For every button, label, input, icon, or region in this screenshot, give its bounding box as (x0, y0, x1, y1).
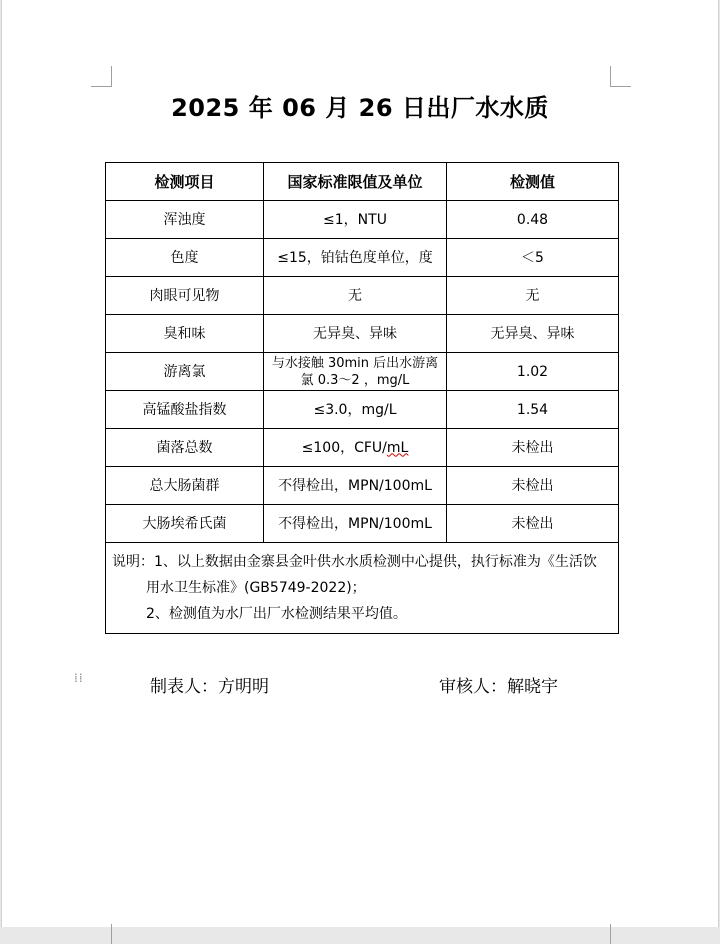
row-value[interactable]: 未检出 (447, 505, 619, 543)
note-line-1-continued: 用水卫生标准》(GB5749-2022)； (146, 580, 366, 596)
limit-prefix: ≤100，CFU/ (301, 439, 387, 456)
row-value[interactable]: 无 (447, 277, 619, 315)
row-limit[interactable]: 无 (264, 277, 447, 315)
row-item[interactable]: 游离氯 (106, 353, 264, 391)
document-title[interactable]: 2025 年 06 月 26 日出厂水水质 (171, 94, 549, 122)
note-line-2: 2、检测值为水厂出厂水检测结果平均值。 (146, 606, 407, 622)
row-value[interactable]: 无异臭、异味 (447, 315, 619, 353)
row-item[interactable]: 肉眼可见物 (106, 277, 264, 315)
row-item[interactable]: 大肠埃希氏菌 (106, 505, 264, 543)
table-row (106, 505, 619, 543)
table-note[interactable] (106, 543, 619, 634)
row-item[interactable]: 浑浊度 (106, 201, 264, 239)
row-item[interactable]: 菌落总数 (106, 429, 264, 467)
preparer-signature[interactable]: 制表人：方明明 (150, 677, 269, 697)
row-value[interactable]: 未检出 (447, 467, 619, 505)
row-limit[interactable]: 不得检出，MPN/100mL (264, 467, 447, 505)
table-row (106, 467, 619, 505)
water-quality-table[interactable] (105, 162, 619, 634)
row-limit[interactable]: 无异臭、异味 (264, 315, 447, 353)
spellcheck-underlined-unit: mL (386, 439, 409, 456)
margin-corner-top-left (91, 66, 112, 87)
drag-handle-icon[interactable]: ⁞⁞ (74, 671, 84, 685)
table-note-row (106, 543, 619, 634)
table-row (106, 391, 619, 429)
margin-corner-bottom-right (610, 924, 631, 944)
table-row (106, 201, 619, 239)
row-item[interactable]: 总大肠菌群 (106, 467, 264, 505)
row-limit[interactable]: ≤3.0，mg/L (264, 391, 447, 429)
row-limit[interactable] (264, 429, 447, 467)
row-item[interactable]: 色度 (106, 239, 264, 277)
row-limit[interactable]: ≤1，NTU (264, 201, 447, 239)
row-value[interactable]: 未检出 (447, 429, 619, 467)
row-value[interactable]: 0.48 (447, 201, 619, 239)
margin-corner-top-right (610, 66, 631, 87)
header-item[interactable]: 检测项目 (106, 163, 264, 201)
table-row (106, 429, 619, 467)
margin-corner-bottom-left (91, 924, 112, 944)
row-limit[interactable]: 不得检出，MPN/100mL (264, 505, 447, 543)
reviewer-signature[interactable]: 审核人：解晓宇 (439, 677, 558, 697)
table-header-row (106, 163, 619, 201)
row-limit[interactable]: ≤15，铂钴色度单位，度 (264, 239, 447, 277)
row-value[interactable]: 1.54 (447, 391, 619, 429)
row-item[interactable]: 臭和味 (106, 315, 264, 353)
table-row (106, 353, 619, 391)
table-row (106, 239, 619, 277)
row-limit[interactable]: 与水接触 30min 后出水游离氯 0.3～2 ，mg/L (264, 353, 447, 391)
row-value[interactable]: ＜5 (447, 239, 619, 277)
row-value[interactable]: 1.02 (447, 353, 619, 391)
row-item[interactable]: 高锰酸盐指数 (106, 391, 264, 429)
header-limit[interactable]: 国家标准限值及单位 (264, 163, 447, 201)
header-value[interactable]: 检测值 (447, 163, 619, 201)
table-row (106, 277, 619, 315)
table-row (106, 315, 619, 353)
note-line-1: 说明：1、以上数据由金寨县金叶供水水质检测中心提供，执行标准为《生活饮 (112, 554, 597, 570)
document-page (1, 0, 719, 927)
